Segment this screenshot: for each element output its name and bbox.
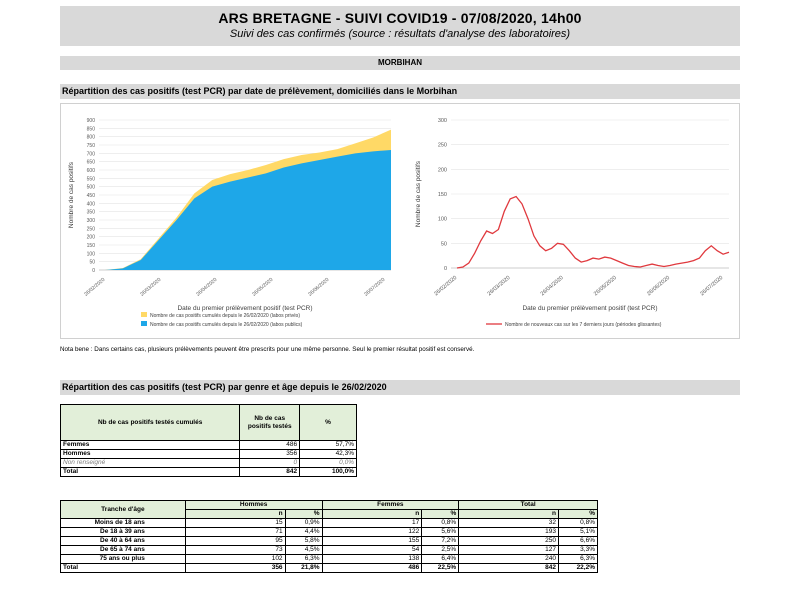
age-label: De 65 à 74 ans: [61, 546, 186, 555]
nota-bene: Nota bene : Dans certains cas, plusieurs prélèvements peuvent être prescrits pour une même personne. Seul le premier résultat positif est conservé.: [60, 346, 475, 353]
table-row: [61, 537, 598, 546]
age-count: 95: [185, 537, 285, 546]
age-subheader-pct: %: [285, 510, 322, 519]
age-count: 240: [459, 555, 559, 564]
age-pct: 6,3%: [285, 555, 322, 564]
gender-pct: 100,0%: [300, 468, 357, 477]
age-subheader-n: n: [322, 510, 422, 519]
y-axis-title: Nombre de cas positifs: [415, 160, 422, 228]
gender-table: [60, 404, 357, 477]
table-row-total: [61, 468, 357, 477]
x-tick-label: 26/07/2020: [699, 274, 725, 298]
x-tick-label: 26/02/2020: [433, 274, 459, 298]
x-tick-label: 26/03/2020: [486, 274, 512, 298]
age-pct: 2,5%: [422, 546, 459, 555]
x-axis-title: Date du premier prélèvement positif (test PCR): [522, 305, 658, 312]
x-axis-title: Date du premier prélèvement positif (test PCR): [177, 305, 313, 312]
y-tick-label: 700: [86, 151, 95, 158]
age-label: De 40 à 64 ans: [61, 537, 186, 546]
section-title-gender-age: Répartition des cas positifs (test PCR) par genre et âge depuis le 26/02/2020: [60, 380, 740, 395]
y-tick-label: 400: [86, 201, 95, 208]
age-count: 155: [322, 537, 422, 546]
legend-label: Nombre de cas positifs cumulés depuis le 26/02/2020 (labos publics): [150, 322, 303, 328]
age-count: 250: [459, 537, 559, 546]
gender-label: Femmes: [61, 441, 240, 450]
gender-header-count: Nb de cas positifs testés: [240, 405, 300, 441]
age-pct: 6,4%: [422, 555, 459, 564]
y-tick-label: 350: [86, 209, 95, 216]
age-pct: 22,2%: [558, 564, 597, 573]
age-count: 356: [185, 564, 285, 573]
report-header: [60, 6, 740, 46]
age-header-label: Tranche d'âge: [61, 501, 186, 519]
age-label: De 18 à 39 ans: [61, 528, 186, 537]
y-tick-label: 0: [92, 268, 95, 274]
y-tick-label: 250: [437, 142, 447, 149]
age-pct: 4,4%: [285, 528, 322, 537]
age-count: 32: [459, 519, 559, 528]
age-pct: 21,8%: [285, 564, 322, 573]
y-tick-label: 50: [89, 259, 95, 266]
department-label: MORBIHAN: [60, 56, 740, 70]
charts-panel: [60, 103, 740, 339]
gender-label: Total: [61, 468, 240, 477]
gender-header-pct: %: [300, 405, 357, 441]
age-label: 75 ans ou plus: [61, 555, 186, 564]
age-table: [60, 500, 598, 573]
y-tick-label: 750: [86, 143, 95, 149]
y-tick-label: 550: [86, 176, 95, 183]
age-subheader-pct: %: [558, 510, 597, 519]
age-count: 842: [459, 564, 559, 573]
x-tick-label: 26/06/2020: [307, 276, 331, 298]
age-pct: 22,5%: [422, 564, 459, 573]
y-tick-label: 850: [86, 126, 95, 133]
y-tick-label: 100: [86, 251, 95, 258]
cumulative-area-chart: [61, 104, 406, 340]
age-pct: 0,8%: [558, 519, 597, 528]
age-pct: 0,8%: [422, 519, 459, 528]
age-label: Moins de 18 ans: [61, 519, 186, 528]
legend-label: Nombre de nouveaux cas sur les 7 derniers jours (périodes glissantes): [505, 322, 662, 328]
age-header-total: Total: [459, 501, 598, 510]
gender-pct: 0,0%: [300, 459, 357, 468]
legend-swatch: [141, 321, 147, 326]
report-title: ARS BRETAGNE - SUIVI COVID19 - 07/08/2020, 14h00: [218, 10, 582, 26]
table-row-total: [61, 564, 598, 573]
gender-count: 842: [240, 468, 300, 477]
table-row: [61, 450, 357, 459]
age-pct: 5,8%: [285, 537, 322, 546]
y-tick-label: 900: [86, 118, 95, 124]
y-tick-label: 200: [86, 234, 95, 241]
y-tick-label: 800: [86, 134, 95, 141]
x-tick-label: 26/03/2020: [139, 276, 163, 298]
table-row: [61, 528, 598, 537]
x-tick-label: 26/04/2020: [195, 276, 219, 298]
y-tick-label: 600: [86, 168, 95, 174]
table-row: [61, 441, 357, 450]
age-pct: 5,1%: [558, 528, 597, 537]
y-tick-label: 0: [443, 266, 447, 272]
y-tick-label: 150: [86, 243, 95, 249]
age-count: 17: [322, 519, 422, 528]
rolling-line-chart: [406, 104, 741, 340]
age-label: Total: [61, 564, 186, 573]
y-tick-label: 150: [437, 192, 447, 198]
gender-count: 486: [240, 441, 300, 450]
age-count: 71: [185, 528, 285, 537]
gender-label: Hommes: [61, 450, 240, 459]
age-count: 486: [322, 564, 422, 573]
y-tick-label: 250: [86, 226, 95, 233]
x-tick-label: 26/06/2020: [646, 274, 672, 298]
section-title-dates: Répartition des cas positifs (test PCR) par date de prélèvement, domiciliés dans le Morbihan: [60, 84, 740, 99]
age-count: 193: [459, 528, 559, 537]
age-subheader-n: n: [185, 510, 285, 519]
y-tick-label: 50: [440, 241, 447, 248]
x-tick-label: 26/04/2020: [539, 274, 565, 298]
age-count: 138: [322, 555, 422, 564]
age-pct: 3,3%: [558, 546, 597, 555]
line-series-rolling: [457, 197, 729, 269]
age-count: 127: [459, 546, 559, 555]
gender-label: Non renseigné: [61, 459, 240, 468]
table-row: [61, 555, 598, 564]
table-row: [61, 546, 598, 555]
y-tick-label: 300: [437, 118, 447, 124]
y-axis-title: Nombre de cas positifs: [68, 161, 75, 229]
age-pct: 5,6%: [422, 528, 459, 537]
age-subheader-pct: %: [422, 510, 459, 519]
legend-label: Nombre de cas positifs cumulés depuis le 26/02/2020 (labos privés): [150, 313, 301, 319]
age-count: 54: [322, 546, 422, 555]
x-tick-label: 26/05/2020: [592, 274, 618, 298]
age-header-men: Hommes: [185, 501, 322, 510]
age-count: 15: [185, 519, 285, 528]
age-pct: 6,3%: [558, 555, 597, 564]
report-subtitle: Suivi des cas confirmés (source : résultats d'analyse des laboratoires): [229, 28, 571, 40]
age-header-women: Femmes: [322, 501, 459, 510]
y-tick-label: 650: [86, 159, 95, 166]
age-pct: 4,5%: [285, 546, 322, 555]
gender-count: 356: [240, 450, 300, 459]
age-pct: 0,9%: [285, 519, 322, 528]
gender-pct: 42,3%: [300, 450, 357, 459]
table-row: [61, 519, 598, 528]
table-row: [61, 459, 357, 468]
x-tick-label: 26/02/2020: [83, 276, 107, 298]
age-pct: 7,2%: [422, 537, 459, 546]
age-count: 122: [322, 528, 422, 537]
y-tick-label: 450: [86, 193, 95, 199]
age-pct: 6,6%: [558, 537, 597, 546]
gender-pct: 57,7%: [300, 441, 357, 450]
age-count: 102: [185, 555, 285, 564]
y-tick-label: 200: [437, 167, 447, 174]
age-subheader-n: n: [459, 510, 559, 519]
x-tick-label: 26/05/2020: [251, 276, 275, 298]
y-tick-label: 500: [86, 184, 95, 191]
age-count: 73: [185, 546, 285, 555]
y-tick-label: 300: [86, 218, 95, 224]
x-tick-label: 26/07/2020: [363, 276, 387, 298]
gender-header-label: Nb de cas positifs testés cumulés: [61, 405, 240, 441]
legend-swatch: [141, 312, 147, 317]
gender-count: 0: [240, 459, 300, 468]
y-tick-label: 100: [437, 216, 447, 223]
